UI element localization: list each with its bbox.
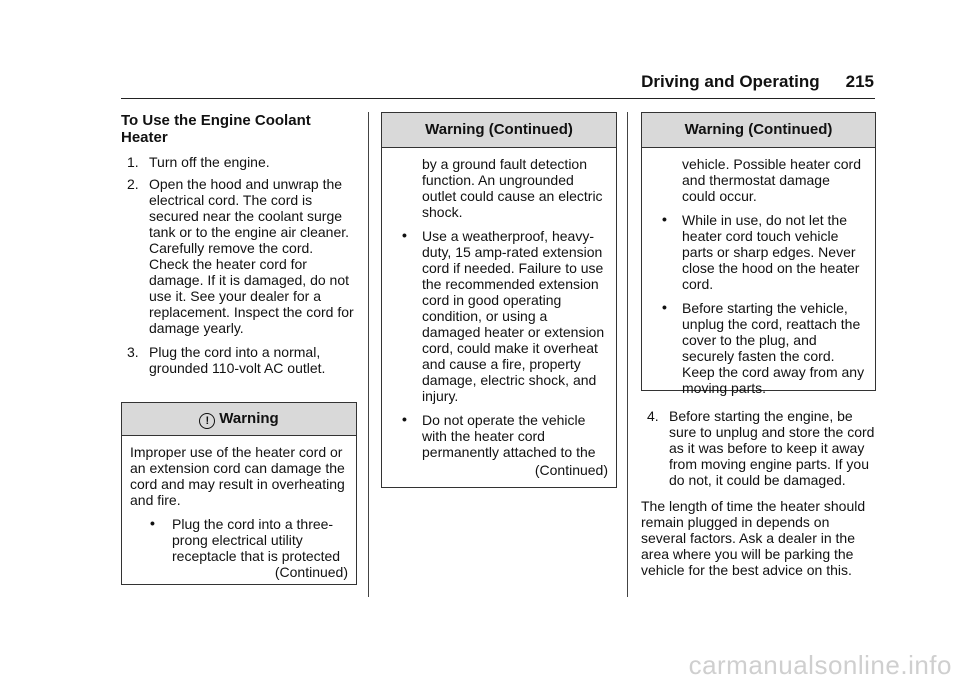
column-divider-right [627,112,628,597]
column-1 [121,112,357,376]
warning-title-text: Warning [219,410,279,427]
page-number: 215 [845,72,874,91]
step-number: 2. [127,176,139,192]
bullet-mark: • [662,299,667,315]
warning-icon: ! [199,413,215,429]
bullet-text: Plug the cord into a three-prong electrical utility receptacle that is protected [172,516,341,564]
warning-bullet [650,212,867,292]
step-number: 3. [127,344,139,360]
watermark: carmanualsonline.info [688,650,952,680]
warning-body [382,148,616,484]
column-3 [641,408,877,578]
warning-body [642,148,875,402]
step-4 [641,408,877,488]
step-number: 1. [127,154,139,170]
bullet-mark: • [402,227,407,243]
warning-box-2 [381,112,617,488]
warning-text: by a ground fault detection function. An ungrounded outlet could cause an electric shock. [422,156,603,220]
warning-title: Warning (Continued) [382,113,616,148]
column-divider-left [368,112,369,597]
header-rule [121,98,875,99]
bullet-mark: • [150,515,155,531]
warning-text: Improper use of the heater cord or an extension cord can damage the cord and may result in overheating and fire. [130,444,345,508]
step-text: Open the hood and unwrap the electrical cord. The cord is secured near the coolant surge tank or to the engine air cleaner. Carefully remove the cord. [149,176,350,256]
step-text: Turn off the engine. [149,154,270,170]
step-number: 4. [647,408,659,424]
warning-bullet [390,412,608,460]
warning-box-3 [641,112,876,396]
warning-body [122,436,356,586]
bullet-text: Use a weatherproof, heavy-duty, 15 amp-rated extension cord if needed. Failure to use the recommended extension cord in good operating condition, or using a damaged heater or extension cord, could make it overheat and cause a fire, property damage, electric shock, and injury. [422,228,605,404]
step-2 [121,176,357,256]
continued-label: (Continued) [274,564,348,580]
continued-label: (Continued) [534,462,608,478]
warning-box-1 [121,402,357,585]
bullet-mark: • [402,411,407,427]
warning-bullet [390,228,608,404]
warning-text: vehicle. Possible heater cord and thermostat damage could occur. [682,156,861,204]
step-1 [121,154,357,170]
step-2-note: Check the heater cord for damage. If it is damaged, do not use it. See your dealer for a replacement. Inspect the cord for damage yearly. [149,256,354,336]
step-3 [121,344,357,376]
section-heading: To Use the Engine Coolant Heater [121,112,311,146]
warning-bullet [130,516,348,564]
section-title: Driving and Operating [641,72,820,91]
page-header [0,72,874,92]
closing-paragraph: The length of time the heater should remain plugged in depends on several factors. Ask a dealer in the area where you will be parking the vehicle for the best advice on this. [641,498,866,578]
warning-title: Warning (Continued) [642,113,875,148]
bullet-text: Do not operate the vehicle with the heater cord permanently attached to the [422,412,596,460]
warning-bullet [650,300,867,396]
bullet-mark: • [662,211,667,227]
bullet-text: Before starting the vehicle, unplug the cord, reattach the cover to the plug, and securely fasten the cord. Keep the cord away from any moving parts. [682,300,865,396]
step-text: Plug the cord into a normal, grounded 110-volt AC outlet. [149,344,326,376]
step-text: Before starting the engine, be sure to unplug and store the cord as it was before to keep it away from moving engine parts. If you do not, it could be damaged. [669,408,875,488]
bullet-text: While in use, do not let the heater cord touch vehicle parts or sharp edges. Never close the hood on the heater cord. [682,212,860,292]
warning-title [122,403,356,436]
